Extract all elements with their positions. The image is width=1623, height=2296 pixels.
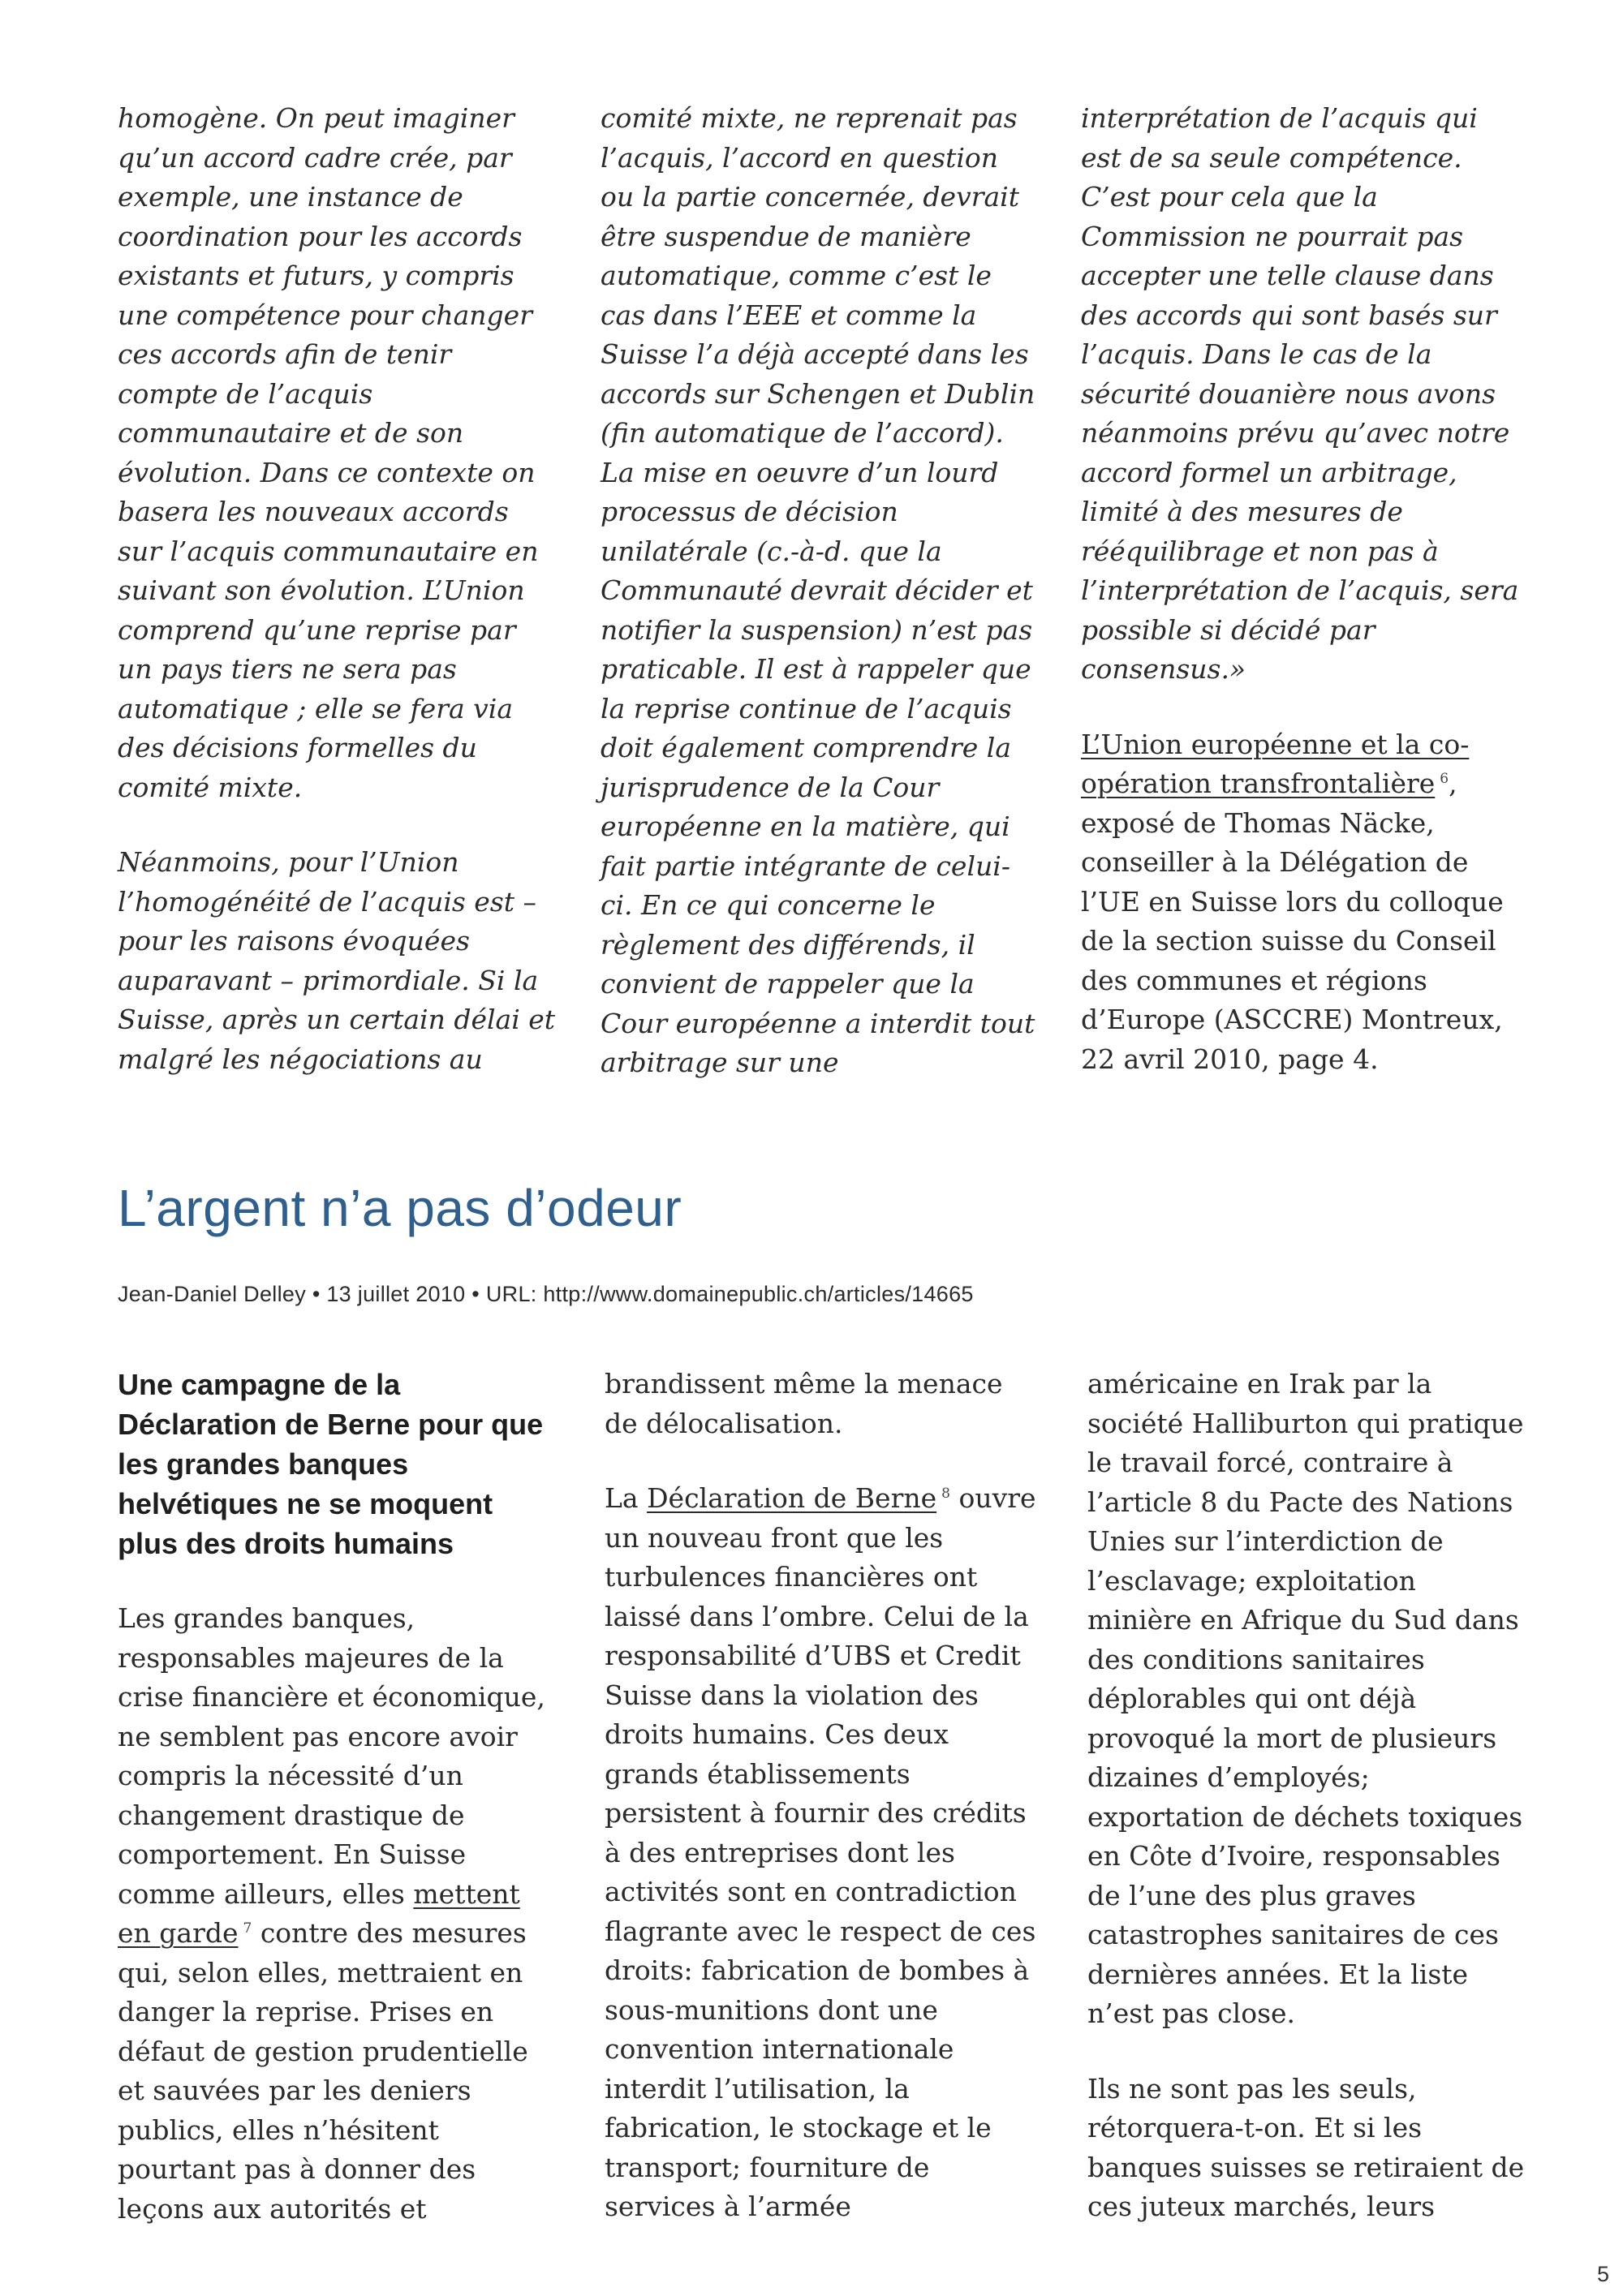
footnote-marker: 8 [941, 1486, 950, 1502]
page-number: 5 [1597, 2262, 1610, 2286]
article-column-3 [1087, 1365, 1526, 2227]
article-lead: Une campagne de la Déclaration de Berne pour que les grandes banques helvétiques ne se moquent plus des droits humains [118, 1368, 544, 1560]
paragraph [118, 1599, 556, 2229]
paragraph: Néanmoins, pour l’Union l’homogénéité de l’acquis est – pour les raisons évoquées auparavant – primordiale. Si la Suisse, après un certain délai et malgré les négociations au [118, 846, 556, 1075]
paragraph-text: Les grandes banques, responsables majeures de la crise financière et économique, ne semblent pas encore avoir compris la nécessité d’un changement drastique de comportement. En Suisse comme ailleurs, elles [118, 1602, 545, 1910]
mettent-en-garde-link[interactable]: mettent en garde [118, 1877, 520, 1949]
paragraph: comité mixte, ne reprenait pas l’acquis, l’accord en question ou la partie concernée, devrait être suspendue de manière automatique, comme c’est le cas dans l’EEE et comme la Suisse l’a déjà accepté dans les accords sur Schengen et Dublin (fin automatique de l’accord). La mise en oeuvre d’un lourd processus de décision unilatérale (c.-à-d. que la Communauté devrait décider et notifier la suspension) n’est pas praticable. Il est à rappeler que la reprise continue de l’acquis doit également comprendre la jurisprudence de la Cour européenne en la matière, qui fait partie intégrante de celui-ci. En ce qui concerne le règlement des différends, il convient de rappeler que la Cour européenne a interdit tout arbitrage sur une [601, 102, 1035, 1078]
continued-column-3 [1081, 99, 1519, 1079]
article-title: L’argent n’a pas d’odeur [118, 1179, 682, 1237]
reference-note [1081, 725, 1519, 1080]
declaration-de-berne-link[interactable]: Déclaration de Berne [647, 1482, 937, 1514]
paragraph [605, 1479, 1043, 2227]
paragraph-text: La [605, 1482, 648, 1514]
continued-column-1 [118, 99, 556, 1079]
paragraph: interprétation de l’acquis qui est de sa seule compétence. C’est pour cela que la Commission ne pourrait pas accepter une telle clause dans des accords qui sont basés sur l’acquis. Dans le cas de la sécurité douanière nous avons néanmoins prévu qu’avec notre accord formel un arbitrage, limité à des mesures de rééquilibrage et non pas à l’interprétation de l’acquis, sera possible si décidé par consensus.» [1081, 102, 1519, 685]
continued-column-2 [601, 99, 1039, 1083]
paragraph-text: contre des mesures qui, selon elles, mettraient en danger la reprise. Prises en défaut de gestion prudentielle et sauvées par les deniers publics, elles n’hésitent pourtant pas à donner des leçons aux autorités et [118, 1917, 528, 2225]
reference-text: , exposé de Thomas Näcke, conseiller à la Délégation de l’UE en Suisse lors du colloque de la section suisse du Conseil des communes et régions d’Europe (ASCCRE) Montreux, 22 avril 2010, page 4. [1081, 767, 1504, 1075]
paragraph: américaine en Irak par la société Halliburton qui pratique le travail forcé, contraire à l’article 8 du Pacte des Nations Unies sur l’interdiction de l’esclavage; exploitation minière en Afrique du Sud dans des conditions sanitaires déplorables qui ont déjà provoqué la mort de plusieurs dizaines d’employés; exportation de déchets toxiques en Côte d’Ivoire, responsables de l’une des plus graves catastrophes sanitaires de ces dernières années. Et la liste n’est pas close. [1087, 1368, 1524, 2029]
paragraph: homogène. On peut imaginer qu’un accord cadre crée, par exemple, une instance de coordination pour les accords existants et futurs, y compris une compétence pour changer ces accords afin de tenir compte de l’acquis communautaire et de son évolution. Dans ce contexte on basera les nouveaux accords sur l’acquis communautaire en suivant son évolution. L’Union comprend qu’une reprise par un pays tiers ne sera pas automatique ; elle se fera via des décisions formelles du comité mixte. [118, 102, 539, 803]
footnote-marker: 7 [243, 1920, 252, 1937]
footnote-marker: 6 [1440, 771, 1449, 787]
paragraph-text: ouvre un nouveau front que les turbulences financières ont laissé dans l’ombre. Celui de la responsabilité d’UBS et Credit Suisse dans la violation des droits humains. Ces deux grands établissements persistent à fournir des crédits à des entreprises dont les activités sont en contradiction flagrante avec le respect de ces droits: fabrication de bombes à sous-munitions dont une convention internationale interdit l’utilisation, la fabrication, le stockage et le transport; fourniture de services à l’armée [605, 1482, 1036, 2222]
reference-link[interactable]: L’Union européenne et la co-opération transfrontalière [1081, 728, 1470, 799]
article-column-1 [118, 1365, 556, 2229]
paragraph: Ils ne sont pas les seuls, rétorquera-t-on. Et si les banques suisses se retiraient de ces juteux marchés, leurs [1087, 2072, 1525, 2222]
paragraph: brandissent même la menace de délocalisation. [605, 1368, 1003, 1439]
article-column-2 [605, 1365, 1043, 2227]
article-byline: Jean-Daniel Delley • 13 juillet 2010 • URL: http://www.domainepublic.ch/articles/14665 [118, 1282, 974, 1306]
